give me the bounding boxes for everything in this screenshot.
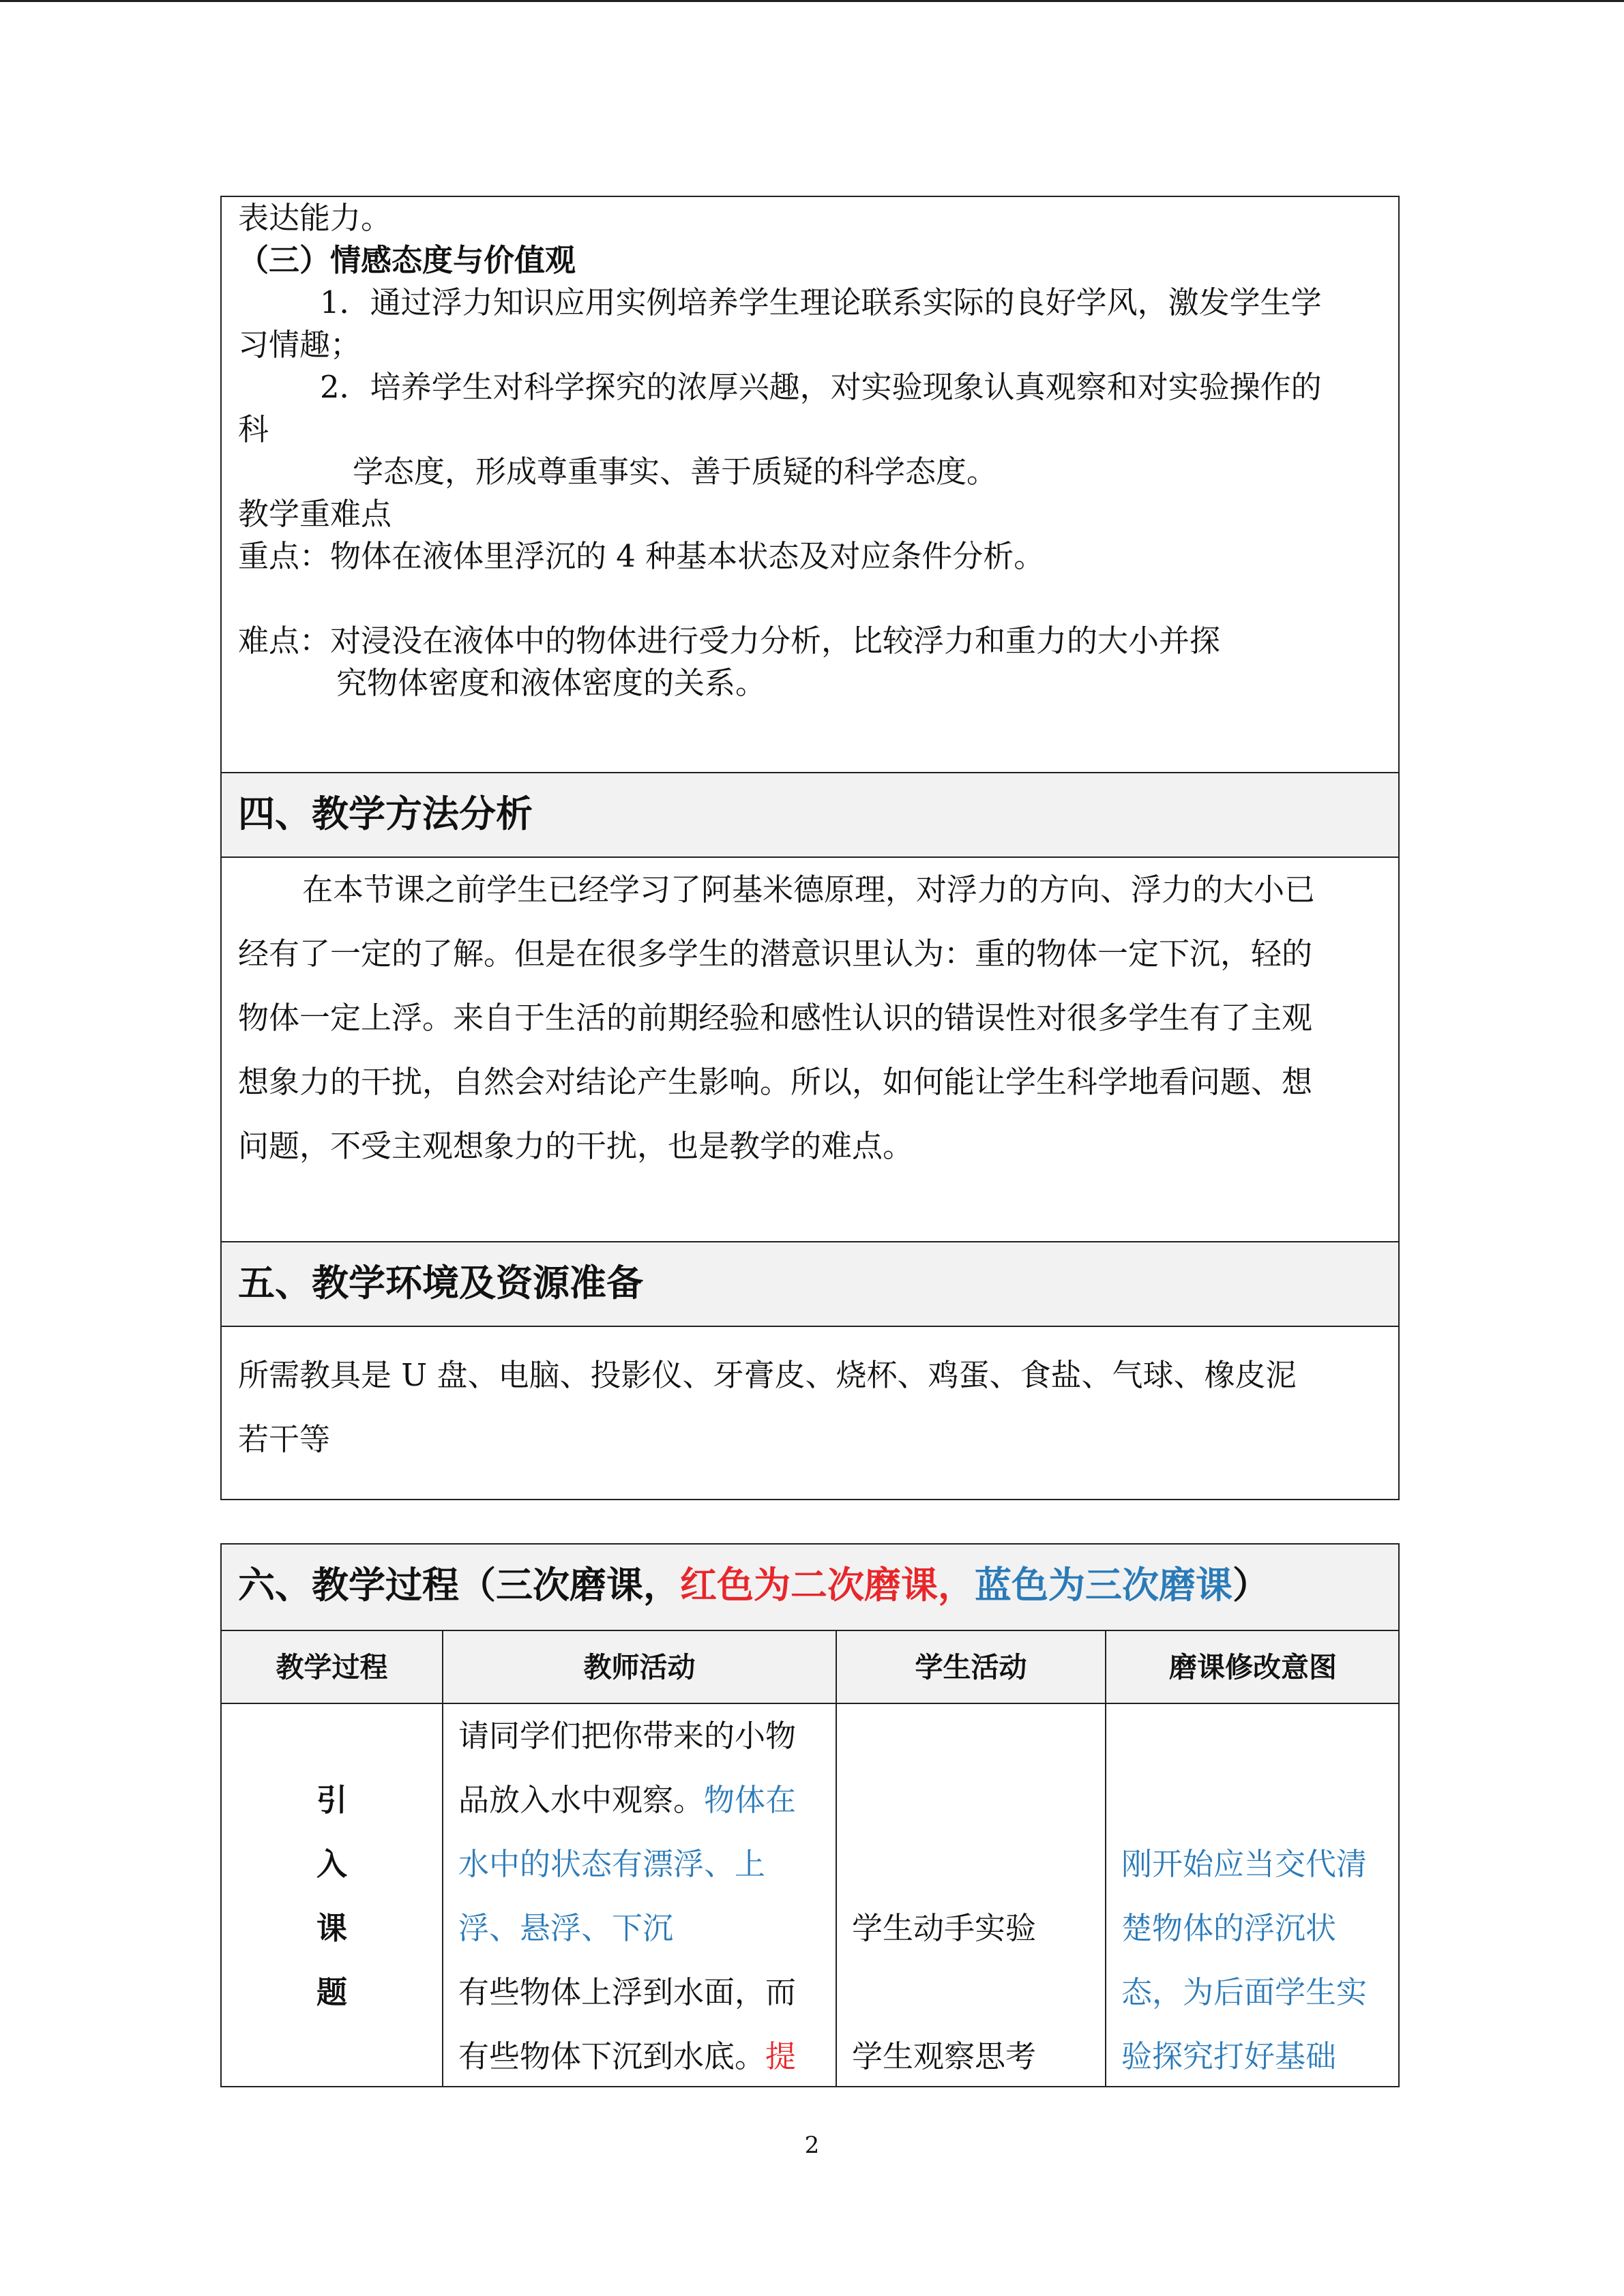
student-activity-line: 学生观察思考 (852, 2038, 1037, 2074)
section-6-title (238, 1564, 1269, 1606)
section-4-line: 物体一定上浮。来自于生活的前期经验和感性认识的错误性对很多学生有了主观 (238, 1000, 1313, 1036)
teacher-activity-line: 水中的状态有漂浮、上 (458, 1846, 766, 1882)
teacher-text-red: 提 (765, 2038, 797, 2074)
affective-item-1-line-2: 习情趣； (238, 327, 361, 363)
key-point: 重点：物体在液体里浮沉的 4 种基本状态及对应条件分析。 (238, 538, 1045, 574)
section-4-body (222, 858, 1398, 1237)
stage-char: 入 (316, 1846, 347, 1882)
section-4-line: 问题，不受主观想象力的干扰，也是教学的难点。 (238, 1128, 914, 1164)
page-number: 2 (804, 2132, 820, 2159)
affective-item-1-line-1: 1．通过浮力知识应用实例培养学生理论联系实际的良好学风，激发学生学 (320, 284, 1322, 320)
teacher-activity-line: 请同学们把你带来的小物 (458, 1718, 797, 1754)
affective-item-2-line-3: 学态度，形成尊重事实、善于质疑的科学态度。 (353, 453, 998, 490)
section-6-title-red: 红色为二次磨课， (680, 1563, 975, 1607)
section-5-header (222, 1242, 1398, 1326)
section-5-line: 所需教具是 U 盘、电脑、投影仪、牙膏皮、烧杯、鸡蛋、食盐、气球、橡皮泥 (238, 1357, 1297, 1393)
teacher-activity-line (458, 2025, 796, 2089)
section-4-line: 想象力的干扰，自然会对结论产生影响。所以，如何能让学生科学地看问题、想 (238, 1064, 1313, 1100)
expression-ability-line: 表达能力。 (238, 200, 392, 236)
section-4-line: 在本节课之前学生已经学习了阿基米德原理，对浮力的方向、浮力的大小已 (302, 871, 1316, 908)
revision-intent-line: 态，为后面学生实 (1121, 1974, 1368, 2010)
header-teaching-process: 教学过程 (276, 1651, 388, 1684)
stage-char: 课 (316, 1910, 347, 1946)
process-row-intro (222, 1704, 1398, 2086)
page-top-border (0, 0, 1624, 2)
header-student-activity: 学生活动 (915, 1651, 1027, 1684)
lesson-plan-table (220, 196, 1400, 1500)
section-4-line: 经有了一定的了解。但是在很多学生的潜意识里认为：重的物体一定下沉，轻的 (238, 936, 1313, 972)
revision-intent-line: 刚开始应当交代清 (1121, 1846, 1368, 1882)
student-activity-line: 学生动手实验 (852, 1910, 1037, 1946)
section-5-line: 若干等 (238, 1421, 331, 1457)
section-4-title: 四、教学方法分析 (238, 792, 533, 835)
affective-item-2-line-1: 2．培养学生对科学探究的浓厚兴趣，对实验现象认真观察和对实验操作的 (320, 369, 1322, 405)
section-6-title-suffix: ） (1232, 1563, 1269, 1607)
teaching-process-table (220, 1543, 1400, 2087)
section-5-title: 五、教学环境及资源准备 (238, 1261, 643, 1304)
affective-item-2-line-2: 科 (238, 411, 269, 447)
stage-char: 题 (316, 1974, 347, 2010)
teacher-text-black: 品放入水中观察。 (458, 1782, 705, 1818)
teacher-activity-line (458, 1768, 796, 1832)
difficult-point-line-1: 难点：对浸没在液体中的物体进行受力分析，比较浮力和重力的大小并探 (238, 623, 1221, 659)
teacher-text-blue: 物体在 (704, 1782, 797, 1818)
objectives-cell (222, 197, 1398, 773)
key-difficult-title: 教学重难点 (238, 496, 392, 532)
header-revision-intent: 磨课修改意图 (1169, 1651, 1337, 1684)
difficult-point-line-2: 究物体密度和液体密度的关系。 (336, 665, 767, 701)
stage-char: 引 (316, 1782, 347, 1818)
section-5-body (222, 1327, 1398, 1499)
affective-heading: （三）情感态度与价值观 (238, 242, 576, 278)
section-6-title-prefix: 六、教学过程（三次磨课， (238, 1563, 680, 1607)
revision-intent-line: 楚物体的浮沉状 (1121, 1910, 1337, 1946)
teacher-activity-line: 有些物体上浮到水面，而 (458, 1974, 797, 2010)
section-4-header (222, 773, 1398, 858)
teacher-activity-line: 浮、悬浮、下沉 (458, 1910, 674, 1946)
column-header-row (222, 1631, 1398, 1703)
header-teacher-activity: 教师活动 (583, 1651, 696, 1684)
revision-intent-line: 验探究打好基础 (1121, 2038, 1337, 2074)
section-6-title-blue: 蓝色为三次磨课 (975, 1563, 1232, 1607)
teacher-text-black: 有些物体下沉到水底。 (458, 2038, 766, 2074)
section-6-header (222, 1545, 1398, 1630)
